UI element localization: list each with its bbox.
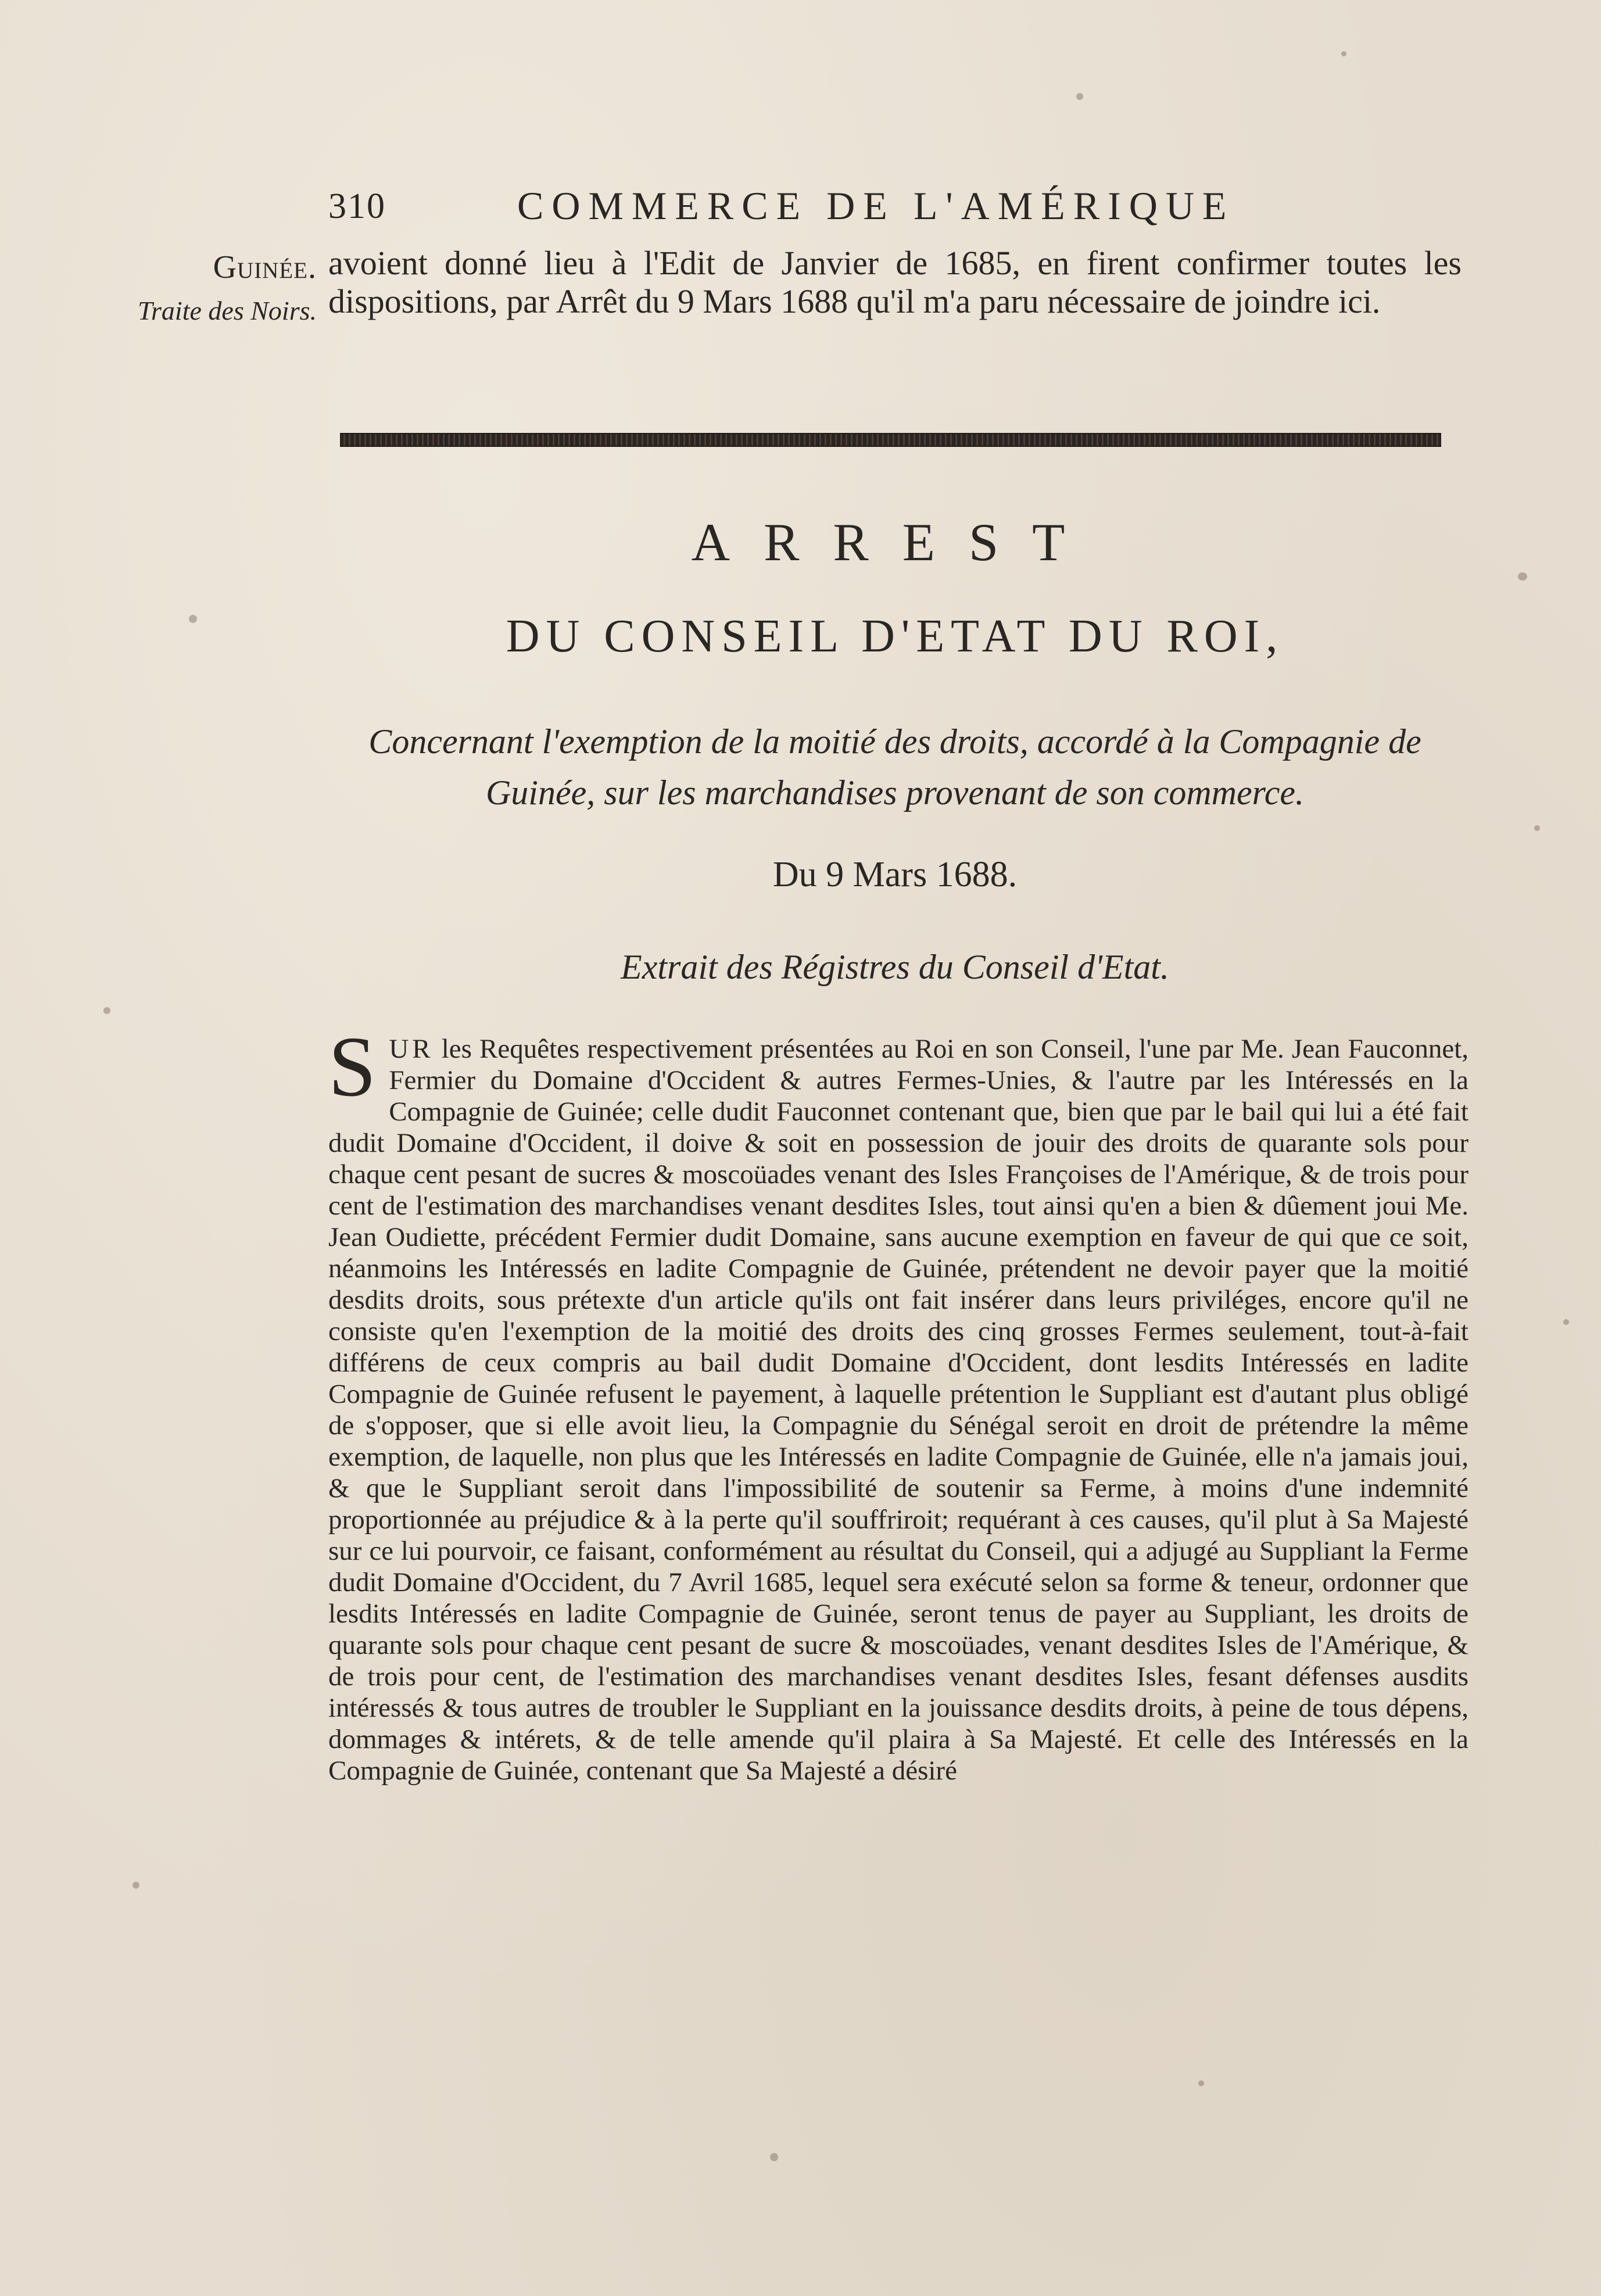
decree-subject: Concernant l'exemption de la moitié des droits, accordé à la Compagnie de Guinée, sur les marchandises provenant de son commerce. [368,722,1421,812]
paper-speck [1563,1319,1569,1325]
page-header [328,180,1316,232]
body-paragraph [328,1033,1469,1786]
paper-speck [1341,51,1346,56]
decree-title: ARREST [691,513,1099,572]
paper-speck [1534,825,1540,831]
paper-speck [103,1007,110,1014]
paper-speck [1076,93,1083,100]
intro-paragraph [328,244,1462,321]
ornamental-rule [340,433,1441,447]
body-text: les Requêtes respectivement présentées au Roi en son Conseil, l'une par Me. Jean Fauconnet, Fermier du Domaine d'Occident & autres Fermes-Unies, & l'autre par les Intéressés en la Compagnie de Guinée; celle dudit Fauconnet contenant que, bien que par le bail qui lui a été fait dudit Domaine d'Occident, il doive & soit en possession de jouir des droits de quarante sols pour chaque cent pesant de sucres & moscoüades venant des Isles Françoises de l'Amérique, & de trois pour cent de l'estimation des marchandises venant desdites Isles, tout ainsi qu'en a bien & dûement joui Me. Jean Oudiette, précédent Fermier dudit Domaine, sans aucune exemption en faveur de qui que ce soit, néanmoins les Intéressés en ladite Compagnie de Guinée, prétendent ne devoir payer que la moitié desdits droits, sous prétexte d'un article qu'ils ont fait insérer dans leurs priviléges, encore qu'il ne consiste qu'en l'exemption de la moitié des droits des cinq grosses Fermes seulement, tout-à-fait différens de ceux compris au bail dudit Domaine d'Occident, dont lesdits Intéressés en ladite Compagnie de Guinée refusent le payement, à laquelle prétention le Suppliant est d'autant plus obligé de s'opposer, que si elle avoit lieu, la Compagnie du Sénégal seroit en droit de prétendre la même exemption, de laquelle, non plus que les Intéressés en ladite Compagnie de Guinée, elle n'a jamais joui, & que le Suppliant seroit dans l'impossibilité de soutenir sa Ferme, à moins d'une indemnité proportionnée au préjudice & à la perte qu'il souffriroit; requérant à ces causes, qu'il plut à Sa Majesté sur ce lui pourvoir, ce faisant, conformément au résultat du Conseil, qui a adjugé au Suppliant la Ferme dudit Domaine d'Occident, du 7 Avril 1685, lequel sera exécuté selon sa forme & teneur, ordonner que lesdits Intéressés en ladite Compagnie de Guinée, seront tenus de payer au Suppliant, les droits de quarante sols pour chaque cent pesant de sucre & moscoüades, venant desdites Isles de l'Amérique, & de trois pour cent, de l'estimation des marchandises venant desdites Isles, fesant défenses ausdits intéressés & tous autres de troubler le Suppliant en la jouissance desdits droits, à peine de tous dépens, dommages & intérets, & de telle amende qu'il plaira à Sa Majesté. Et celle des Intéressés en la Compagnie de Guinée, contenant que Sa Majesté a désiré [328,1034,1469,1786]
page-number: 310 [328,187,386,226]
margin-note-topic: Traite des Noirs. [137,296,317,325]
intro-text: avoient donné lieu à l'Edit de Janvier de 1685, en firent confirmer toutes les dispositions, par Arrêt du 9 Mars 1688 qu'il m'a paru nécessaire de joindre ici. [328,244,1462,320]
paper-speck [1518,572,1527,581]
decree-source: Extrait des Régistres du Conseil d'Etat. [621,948,1169,986]
paper-speck [132,1882,139,1889]
lead-caps: UR [389,1034,434,1064]
margin-note-region: Guinée. [213,249,317,285]
paper-speck [1198,2080,1204,2086]
drop-cap: S [328,1033,377,1115]
decree-subtitle: DU CONSEIL D'ETAT DU ROI, [506,611,1284,662]
paper-speck [189,615,197,623]
running-title: COMMERCE DE L'AMÉRIQUE [517,184,1235,228]
decree-body [328,1033,1469,1975]
paper-speck [770,2153,778,2161]
decree-date: Du 9 Mars 1688. [772,855,1018,894]
